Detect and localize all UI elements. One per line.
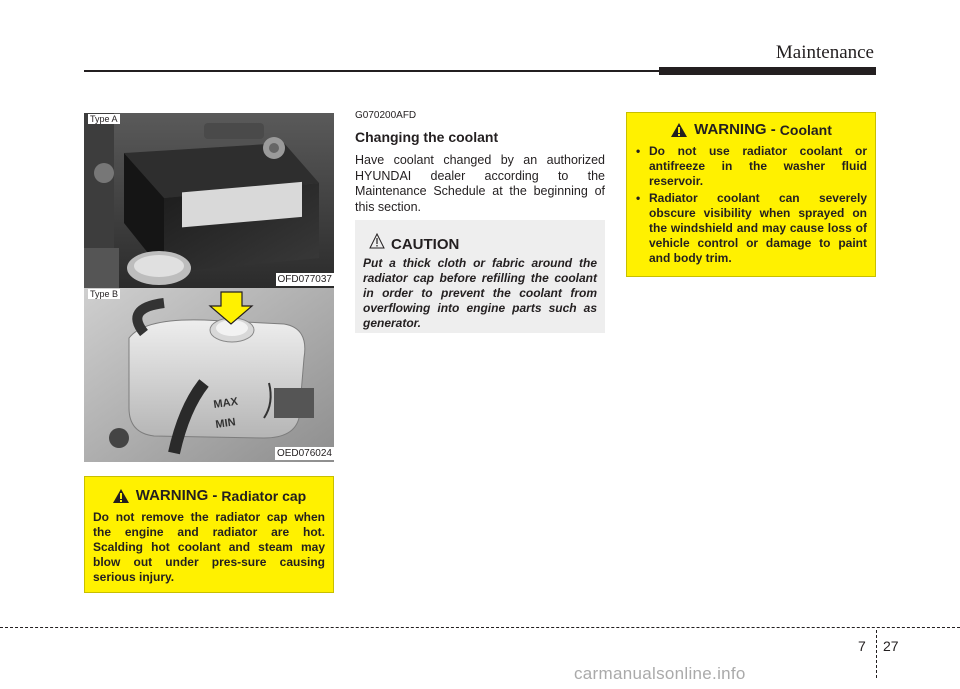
warning-coolant-header bbox=[635, 121, 867, 138]
section-body: Have coolant changed by an authorized HYUNDAI dealer according to the Maintenance Schedule at the beginning of this section. bbox=[355, 153, 605, 214]
warning-radiator-body: Do not remove the radiator cap when the engine and radiator are hot. Scalding hot coolant and steam may blow out under pres-sure causing serious injury. bbox=[93, 510, 325, 584]
page-divider bbox=[876, 630, 877, 678]
svg-text:MIN: MIN bbox=[214, 416, 237, 431]
warning-title: WARNING - bbox=[135, 487, 218, 504]
caution-body: Put a thick cloth or fabric around the radiator cap before refilling the coolant in order to prevent the coolant from overflowing into engine parts such as generator. bbox=[363, 256, 597, 330]
type-a-label: Type A bbox=[90, 114, 118, 124]
coolant-reservoir-illustration bbox=[84, 288, 334, 462]
warning-coolant-list bbox=[635, 144, 867, 266]
watermark: carmanualsonline.info bbox=[574, 664, 746, 683]
warning-subtitle: Coolant bbox=[779, 121, 832, 138]
page-number: 27 bbox=[883, 638, 899, 654]
warning-subtitle: Radiator cap bbox=[221, 487, 307, 504]
image-code-b: OED076024 bbox=[276, 448, 332, 459]
section-header-title: Maintenance bbox=[775, 42, 874, 63]
svg-text:MAX: MAX bbox=[212, 395, 239, 411]
warning-radiator-header bbox=[93, 487, 325, 504]
chapter-number: 7 bbox=[858, 638, 866, 654]
footer-rule bbox=[0, 627, 960, 628]
caution-box bbox=[355, 220, 605, 333]
document-code: G070200AFD bbox=[355, 110, 417, 121]
warning-coolant-box bbox=[626, 112, 876, 277]
header-rule bbox=[84, 67, 876, 75]
engine-photo-type-b bbox=[84, 288, 334, 462]
caution-title: CAUTION bbox=[391, 236, 460, 253]
section-title: Changing the coolant bbox=[355, 129, 499, 145]
warning-triangle-icon bbox=[670, 122, 688, 138]
type-b-label: Type B bbox=[90, 289, 119, 299]
list-item: • Radiator coolant can severely obscure visibility when sprayed on the windshield and may cause loss of vehicle control or damage to paint and body trim. bbox=[636, 191, 867, 265]
image-code-a: OFD077037 bbox=[277, 274, 332, 285]
main-section bbox=[355, 110, 605, 215]
battery-illustration bbox=[84, 113, 334, 288]
caution-header bbox=[363, 228, 597, 253]
caution-triangle-icon bbox=[369, 233, 385, 249]
warning-triangle-icon bbox=[112, 488, 130, 504]
list-item: • Do not use radiator coolant or antifreeze in the washer fluid reservoir. bbox=[636, 144, 867, 188]
warning-title: WARNING - bbox=[694, 121, 776, 138]
warning-radiator-cap-box bbox=[84, 476, 334, 593]
engine-photo-type-a bbox=[84, 113, 334, 288]
